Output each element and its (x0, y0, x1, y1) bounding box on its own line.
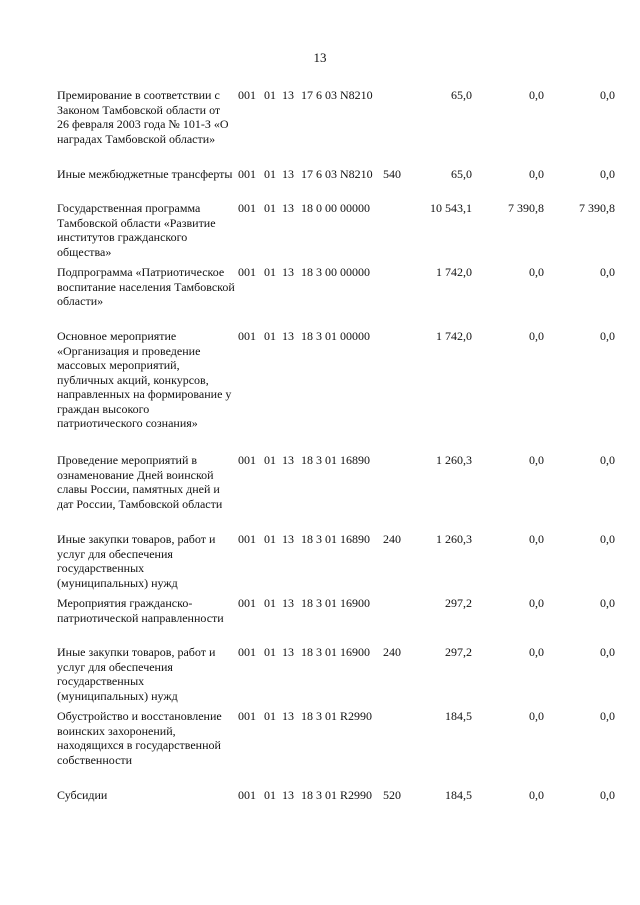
amount-year-2: 0,0 (529, 329, 544, 343)
row-name: Иные межбюджетные трансферты (57, 167, 233, 181)
target-article-code: 18 3 01 R2990 (301, 788, 373, 802)
section-code: 01 (264, 167, 276, 181)
row-name: Иные закупки товаров, работ и услуг для обеспечения государственных (муниципальных) нужд (57, 645, 216, 703)
row-name: Мероприятия гражданско-патриотической направленности (57, 596, 224, 625)
amount-year-1: 184,5 (445, 709, 472, 723)
amount-year-3: 0,0 (600, 788, 615, 802)
subsection-code: 13 (282, 453, 294, 467)
expense-type-code: 240 (383, 532, 401, 546)
section-code: 01 (264, 645, 276, 659)
section-code: 01 (264, 265, 276, 279)
amount-year-1: 65,0 (451, 167, 472, 181)
target-article-code: 17 6 03 N8210 (301, 88, 373, 102)
amount-year-2: 0,0 (529, 265, 544, 279)
amount-year-3: 0,0 (600, 88, 615, 102)
row-name: Обустройство и восстановление воинских захоронений, находящихся в государственной собственности (57, 709, 222, 767)
subsection-code: 13 (282, 88, 294, 102)
subsection-code: 13 (282, 329, 294, 343)
page-number: 13 (313, 50, 327, 65)
amount-year-1: 1 742,0 (436, 329, 472, 343)
amount-year-3: 0,0 (600, 709, 615, 723)
amount-year-3: 0,0 (600, 329, 615, 343)
subsection-code: 13 (282, 265, 294, 279)
amount-year-2: 0,0 (529, 532, 544, 546)
section-code: 01 (264, 201, 276, 215)
amount-year-1: 1 742,0 (436, 265, 472, 279)
amount-year-1: 1 260,3 (436, 532, 472, 546)
amount-year-3: 0,0 (600, 596, 615, 610)
target-article-code: 18 3 01 16890 (301, 453, 370, 467)
section-code: 01 (264, 532, 276, 546)
amount-year-3: 0,0 (600, 453, 615, 467)
section-code: 01 (264, 329, 276, 343)
expense-type-code: 540 (383, 167, 401, 181)
amount-year-2: 0,0 (529, 709, 544, 723)
ministry-code: 001 (238, 201, 256, 215)
amount-year-2: 7 390,8 (508, 201, 544, 215)
target-article-code: 18 3 01 R2990 (301, 709, 373, 723)
amount-year-3: 0,0 (600, 645, 615, 659)
amount-year-3: 0,0 (600, 532, 615, 546)
amount-year-1: 297,2 (445, 645, 472, 659)
ministry-code: 001 (238, 265, 256, 279)
amount-year-2: 0,0 (529, 453, 544, 467)
ministry-code: 001 (238, 167, 256, 181)
target-article-code: 18 3 01 16900 (301, 645, 370, 659)
amount-year-3: 0,0 (600, 167, 615, 181)
subsection-code: 13 (282, 167, 294, 181)
target-article-code: 18 0 00 00000 (301, 201, 370, 215)
expense-type-code: 240 (383, 645, 401, 659)
amount-year-1: 10 543,1 (430, 201, 472, 215)
subsection-code: 13 (282, 596, 294, 610)
ministry-code: 001 (238, 329, 256, 343)
target-article-code: 18 3 01 16890 (301, 532, 370, 546)
row-name: Иные закупки товаров, работ и услуг для обеспечения государственных (муниципальных) нужд (57, 532, 216, 590)
subsection-code: 13 (282, 709, 294, 723)
amount-year-2: 0,0 (529, 88, 544, 102)
subsection-code: 13 (282, 532, 294, 546)
row-name: Проведение мероприятий в ознаменование Дней воинской славы России, памятных дней и дат России, Тамбовской области (57, 453, 223, 511)
row-name: Субсидии (57, 788, 108, 802)
ministry-code: 001 (238, 596, 256, 610)
amount-year-1: 1 260,3 (436, 453, 472, 467)
ministry-code: 001 (238, 645, 256, 659)
subsection-code: 13 (282, 788, 294, 802)
section-code: 01 (264, 596, 276, 610)
ministry-code: 001 (238, 709, 256, 723)
amount-year-3: 0,0 (600, 265, 615, 279)
amount-year-2: 0,0 (529, 167, 544, 181)
ministry-code: 001 (238, 88, 256, 102)
amount-year-2: 0,0 (529, 645, 544, 659)
section-code: 01 (264, 788, 276, 802)
row-name: Премирование в соответствии с Законом Тамбовской области от 26 февраля 2003 года № 101-З «О наградах Тамбовской области» (57, 88, 229, 146)
target-article-code: 18 3 01 00000 (301, 329, 370, 343)
amount-year-2: 0,0 (529, 596, 544, 610)
ministry-code: 001 (238, 453, 256, 467)
row-name: Основное мероприятие «Организация и проведение массовых мероприятий, публичных акций, конкурсов, направленных на формирование у граждан высокого патриотического сознания» (57, 329, 232, 430)
ministry-code: 001 (238, 532, 256, 546)
row-name: Государственная программа Тамбовской области «Развитие институтов гражданского общества» (57, 201, 216, 259)
subsection-code: 13 (282, 201, 294, 215)
section-code: 01 (264, 453, 276, 467)
row-name: Подпрограмма «Патриотическое воспитание населения Тамбовской области» (57, 265, 235, 308)
amount-year-2: 0,0 (529, 788, 544, 802)
amount-year-1: 65,0 (451, 88, 472, 102)
ministry-code: 001 (238, 788, 256, 802)
subsection-code: 13 (282, 645, 294, 659)
expense-type-code: 520 (383, 788, 401, 802)
amount-year-1: 184,5 (445, 788, 472, 802)
target-article-code: 17 6 03 N8210 (301, 167, 373, 181)
amount-year-1: 297,2 (445, 596, 472, 610)
target-article-code: 18 3 00 00000 (301, 265, 370, 279)
section-code: 01 (264, 88, 276, 102)
amount-year-3: 7 390,8 (579, 201, 615, 215)
section-code: 01 (264, 709, 276, 723)
target-article-code: 18 3 01 16900 (301, 596, 370, 610)
